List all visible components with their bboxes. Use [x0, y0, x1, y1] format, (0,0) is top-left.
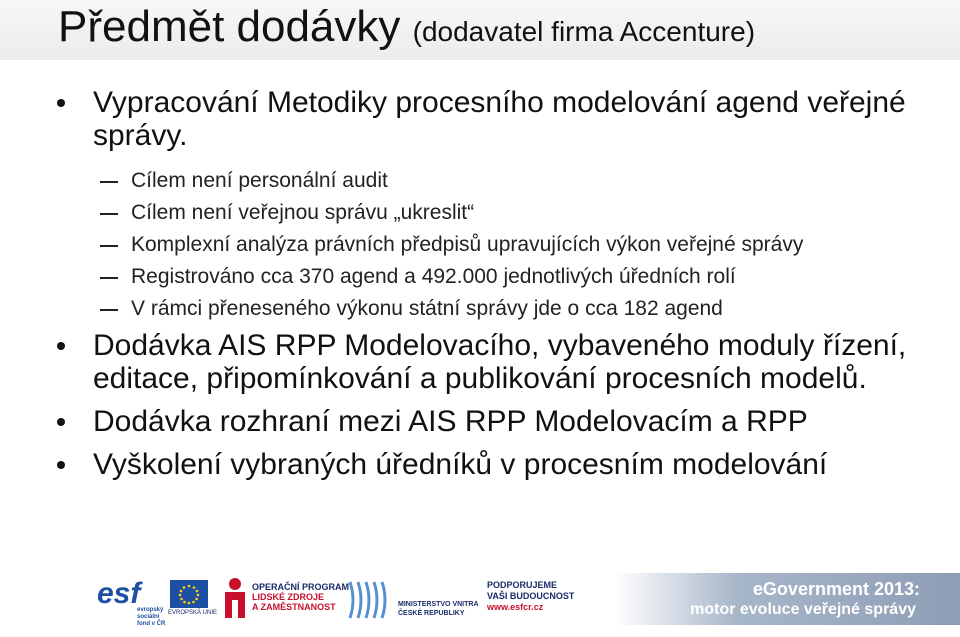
op-line3: A ZAMĚSTNANOST [252, 602, 336, 612]
dash-marker [100, 213, 118, 215]
bullet-text: Vyškolení vybraných úředníků v procesním modelování [93, 448, 828, 481]
bullet-item [0, 448, 933, 481]
slide-title [58, 2, 755, 57]
sub-bullet-text: Komplexní analýza právních předpisů upravujících výkon veřejné správy [131, 233, 804, 256]
dash-marker [100, 309, 118, 311]
op-line1: OPERAČNÍ PROGRAM [252, 582, 350, 592]
slide-title-main: Předmět dodávky [58, 2, 401, 51]
bullet-item [0, 405, 933, 438]
egovernment-banner [615, 573, 960, 625]
dash-marker [100, 181, 118, 183]
sub-bullet-item [0, 229, 933, 261]
bullet-dot [57, 342, 65, 350]
esf-logo [97, 577, 166, 627]
op-line2: LIDSKÉ ZDROJE [252, 592, 325, 602]
pv-line1: PODPORUJEME [487, 580, 558, 590]
sub-bullet-list [93, 165, 933, 325]
podporujeme-logo [487, 580, 574, 613]
bullet-text: Dodávka AIS RPP Modelovacího, vybaveného moduly řízení, editace, připomínkování a publikování procesních modelů. [93, 329, 907, 395]
mv-stripes-icon [348, 578, 392, 622]
esf-mark: esf [97, 577, 141, 610]
eu-flag-icon [168, 580, 218, 616]
bullet-list [0, 86, 933, 481]
bullet-dot [57, 99, 65, 107]
pv-line3: www.esfcr.cz [487, 602, 544, 612]
pv-line2: VAŠI BUDOUCNOST [487, 591, 575, 601]
sub-bullet-text: Registrováno cca 370 agend a 492.000 jednotlivých úředních rolí [131, 265, 736, 288]
bullet-dot [57, 418, 65, 426]
dash-marker [100, 245, 118, 247]
mv-line2: ČESKÉ REPUBLIKY [398, 610, 465, 617]
sub-bullet-item [0, 293, 933, 325]
sub-bullet-text: V rámci přeneseného výkonu státní správy jde o cca 182 agend [131, 297, 723, 320]
sub-bullet-item [0, 261, 933, 293]
op-person-icon [222, 576, 248, 620]
egov-line1: eGovernment 2013: [752, 579, 920, 599]
esf-caption: evropský sociální fond v ČR [137, 607, 166, 627]
bullet-text: Dodávka rozhraní mezi AIS RPP Modelovacím a RPP [93, 405, 808, 438]
mv-line1: MINISTERSTVO VNITRA [398, 601, 479, 608]
dash-marker [100, 277, 118, 279]
sub-bullet-text: Cílem není personální audit [131, 169, 388, 192]
bullet-text: Vypracování Metodiky procesního modelování agend veřejné správy. [93, 86, 906, 152]
sub-bullet-text: Cílem není veřejnou správu „ukreslit“ [131, 201, 475, 224]
sub-bullet-item [0, 165, 933, 197]
eu-caption: EVROPSKÁ UNIE [168, 610, 218, 616]
eu-stars-icon [170, 580, 208, 608]
bullet-item [0, 86, 933, 325]
egov-line2: motor evoluce veřejné správy [690, 601, 916, 618]
sub-bullet-item [0, 197, 933, 229]
slide-title-sub: (dodavatel firma Accenture) [412, 16, 756, 47]
bullet-item [0, 329, 933, 395]
bullet-dot [57, 461, 65, 469]
